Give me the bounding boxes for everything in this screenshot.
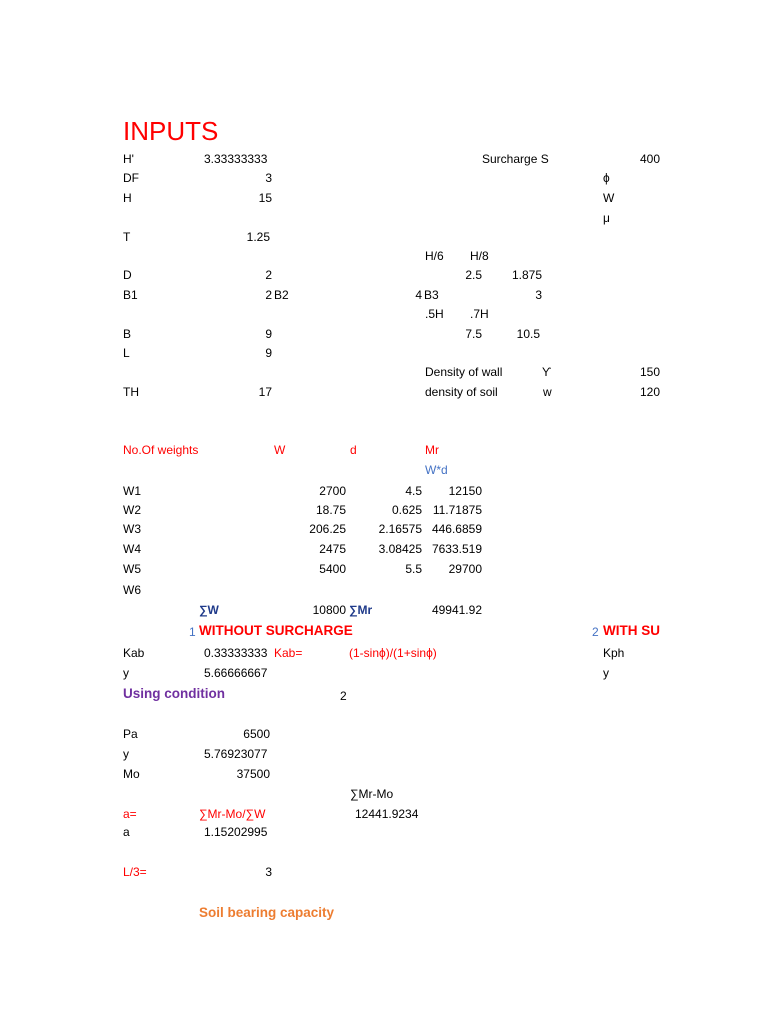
pa-label: Pa <box>123 727 138 741</box>
table-row-mr: 12150 <box>448 484 482 498</box>
weights-header-wd: W*d <box>425 463 448 477</box>
input-value-d: 2 <box>265 268 272 282</box>
result-y-value: 5.76923077 <box>204 747 268 761</box>
input-value-df: 3 <box>265 171 272 185</box>
table-row-d: 4.5 <box>405 484 422 498</box>
table-row-name: W2 <box>123 503 141 517</box>
l3-label: L/3= <box>123 865 147 879</box>
soil-bearing-capacity-label: Soil bearing capacity <box>199 905 335 920</box>
table-row-mr: 29700 <box>448 562 482 576</box>
sum-w-label: ∑W <box>199 603 219 617</box>
table-row-name: W5 <box>123 562 141 576</box>
density-wall-value: 150 <box>639 365 660 379</box>
table-row-name: W3 <box>123 522 141 536</box>
table-row-d: 0.625 <box>391 503 422 517</box>
a-label: a <box>123 825 130 839</box>
without-surcharge-title: WITHOUT SURCHARGE <box>199 623 353 638</box>
with-surcharge-title: WITH SU <box>603 623 660 638</box>
input-label-b1: B1 <box>123 288 138 302</box>
table-row-mr: 11.71875 <box>432 503 482 517</box>
kab-label: Kab <box>123 646 145 660</box>
a-formula: ∑Mr-Mo/∑W <box>199 807 266 821</box>
input-label-l: L <box>123 346 130 360</box>
sum-mr-value: 49941.92 <box>431 603 482 617</box>
mu-symbol: μ <box>603 211 610 225</box>
phi-symbol: ϕ <box>603 171 610 185</box>
kab-value: 0.33333333 <box>204 646 268 660</box>
p7h-label: .7H <box>470 307 489 321</box>
kph-label: Kph <box>603 646 625 660</box>
mr-mo-value: 12441.9234 <box>355 807 419 821</box>
w-symbol: W <box>603 191 615 205</box>
input-label-b2: B2 <box>274 288 289 302</box>
table-row-d: 5.5 <box>405 562 422 576</box>
table-row-w: 18.75 <box>315 503 346 517</box>
table-row-name: W6 <box>123 583 141 597</box>
surcharge-label: Surcharge S <box>482 152 549 166</box>
using-condition-value: 2 <box>340 689 347 703</box>
a-value: 1.15202995 <box>204 825 268 839</box>
input-value-b2: 4 <box>415 288 422 302</box>
input-value-th: 17 <box>258 385 272 399</box>
input-value-l: 9 <box>265 346 272 360</box>
l3-value: 3 <box>265 865 272 879</box>
sum-mr-label: ∑Mr <box>349 603 373 617</box>
weights-header-mr: Mr <box>425 443 439 457</box>
density-soil-symbol: w <box>543 385 552 399</box>
table-row-w: 2700 <box>319 484 346 498</box>
p5h-value: 7.5 <box>465 327 482 341</box>
input-value-b: 9 <box>265 327 272 341</box>
with-surcharge-number: 2 <box>592 625 599 639</box>
h6-value: 2.5 <box>465 268 482 282</box>
h8-value: 1.875 <box>511 268 542 282</box>
a-eq-label: a= <box>123 807 137 821</box>
input-value-b3: 3 <box>535 288 542 302</box>
result-y-label: y <box>123 747 129 761</box>
density-soil-value: 120 <box>639 385 660 399</box>
table-row-mr: 7633.519 <box>431 542 482 556</box>
input-value-h-prime: 3.33333333 <box>204 152 268 166</box>
p5h-label: .5H <box>425 307 444 321</box>
input-label-d: D <box>123 268 132 282</box>
input-label-t: T <box>123 230 131 244</box>
h8-label: H/8 <box>470 249 489 263</box>
y-label: y <box>123 666 129 680</box>
kab-formula: (1-sinϕ)/(1+sinϕ) <box>349 646 437 660</box>
table-row-w: 2475 <box>319 542 346 556</box>
using-condition-label: Using condition <box>123 686 225 701</box>
table-row-d: 2.16575 <box>378 522 422 536</box>
table-row-w: 5400 <box>319 562 346 576</box>
without-surcharge-number: 1 <box>189 625 196 639</box>
input-label-df: DF <box>123 171 139 185</box>
table-row-d: 3.08425 <box>378 542 422 556</box>
surcharge-value: 400 <box>639 152 660 166</box>
table-row-name: W1 <box>123 484 141 498</box>
mr-mo-label: ∑Mr-Mo <box>350 787 394 801</box>
pa-value: 6500 <box>243 727 270 741</box>
weights-header-d: d <box>350 443 357 457</box>
sum-w-value: 10800 <box>312 603 346 617</box>
density-wall-symbol: Ƴ <box>542 365 552 379</box>
input-label-h-prime: H' <box>123 152 134 166</box>
input-label-th: TH <box>123 385 139 399</box>
page-title: INPUTS <box>123 116 219 146</box>
input-value-t: 1.25 <box>246 230 270 244</box>
input-value-h: 15 <box>258 191 272 205</box>
density-soil-label: density of soil <box>425 385 498 399</box>
table-row-mr: 446.6859 <box>431 522 482 536</box>
density-wall-label: Density of wall <box>425 365 503 379</box>
h6-label: H/6 <box>425 249 444 263</box>
table-row-w: 206.25 <box>309 522 346 536</box>
weights-header-w: W <box>274 443 286 457</box>
input-value-b1: 2 <box>265 288 272 302</box>
y-value: 5.66666667 <box>204 666 268 680</box>
p7h-value: 10.5 <box>516 327 540 341</box>
input-label-h: H <box>123 191 132 205</box>
with-y-label: y <box>603 666 609 680</box>
input-label-b3: B3 <box>424 288 439 302</box>
mo-value: 37500 <box>236 767 270 781</box>
mo-label: Mo <box>123 767 140 781</box>
table-row-name: W4 <box>123 542 141 556</box>
input-label-b: B <box>123 327 132 341</box>
kab-formula-label: Kab= <box>274 646 303 660</box>
weights-header-no: No.Of weights <box>123 443 199 457</box>
